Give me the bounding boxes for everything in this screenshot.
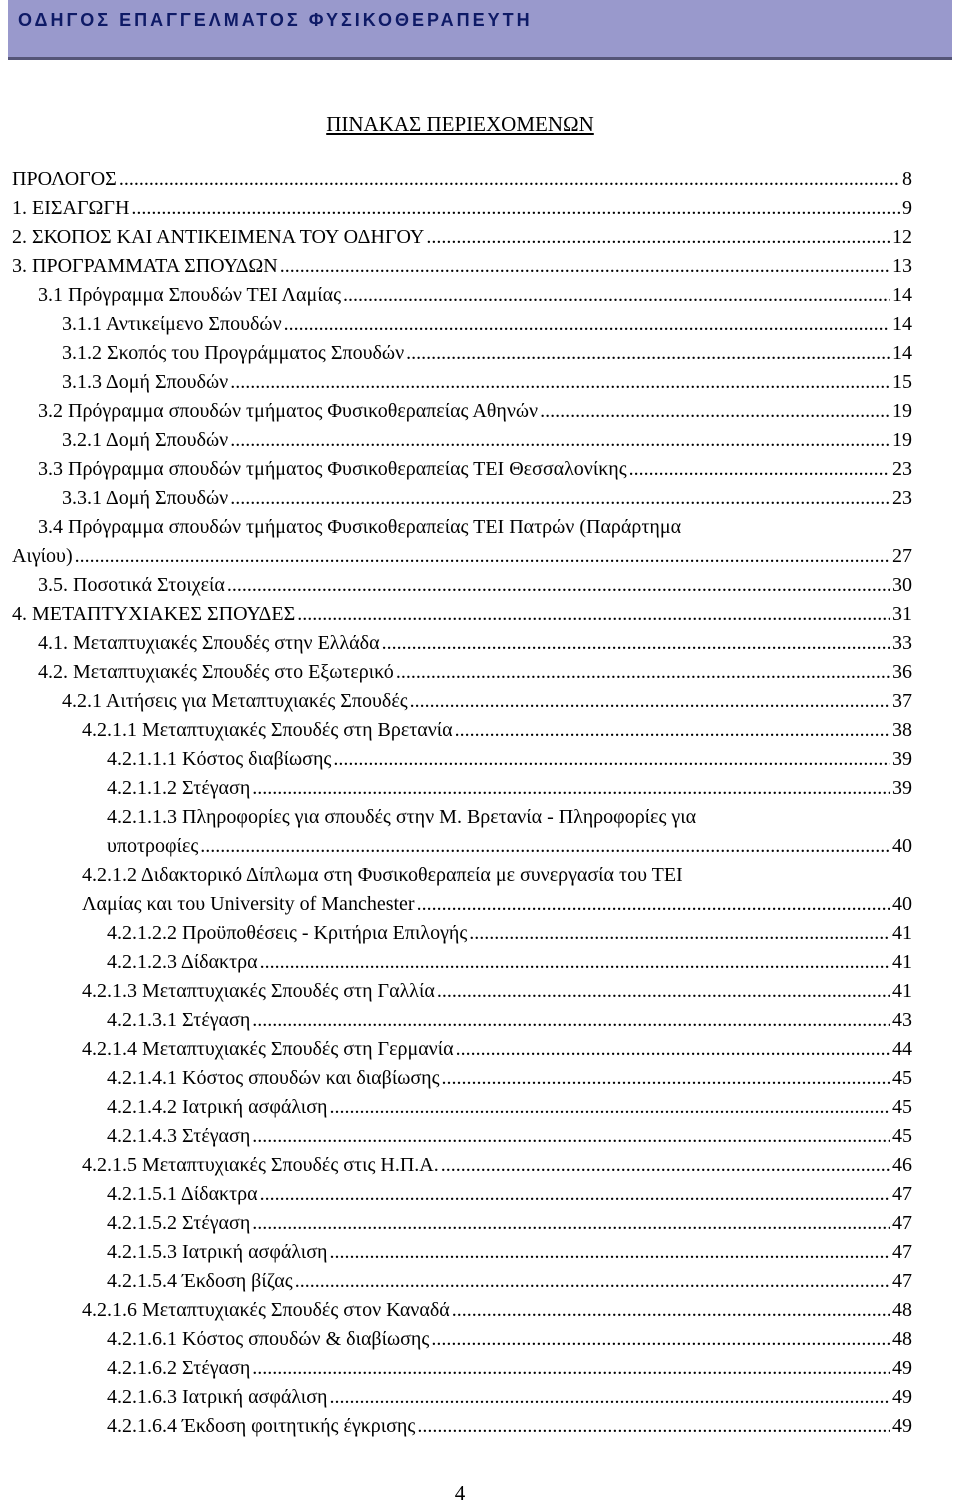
toc-entry-label: 3.3.1 Δομή Σπουδών bbox=[62, 487, 229, 509]
toc-entry-label: ΠΡΟΛΟΓΟΣ bbox=[12, 168, 117, 190]
toc-leader-dots bbox=[230, 426, 890, 455]
toc-entry-label: 4.2.1.5 Μεταπτυχιακές Σπουδές στις Η.Π.Α. bbox=[82, 1154, 439, 1176]
toc-entry-page: 41 bbox=[892, 951, 912, 973]
toc-entry-page: 45 bbox=[892, 1125, 912, 1147]
toc-entry-label: 4.1. Μεταπτυχιακές Σπουδές στην Ελλάδα bbox=[38, 632, 380, 654]
toc-entry-label: 4.2.1.2.3 Δίδακτρα bbox=[107, 951, 258, 973]
toc-entry-page: 36 bbox=[892, 661, 912, 683]
toc-entry[interactable] bbox=[12, 455, 912, 484]
toc-entry[interactable] bbox=[12, 1151, 912, 1180]
toc-entry[interactable] bbox=[12, 1180, 912, 1209]
toc-entry-page: 47 bbox=[892, 1212, 912, 1234]
toc-entry-page: 49 bbox=[892, 1415, 912, 1437]
toc-entry-page: 38 bbox=[892, 719, 912, 741]
toc-entry-label: 4.2.1 Αιτήσεις για Μεταπτυχιακές Σπουδές bbox=[62, 690, 408, 712]
toc-entry-page: 39 bbox=[892, 748, 912, 770]
toc-leader-dots bbox=[230, 484, 890, 513]
toc-entry[interactable] bbox=[12, 252, 912, 281]
toc-entry-page: 44 bbox=[892, 1038, 912, 1060]
toc-entry-page: 14 bbox=[892, 342, 912, 364]
toc-entry[interactable] bbox=[12, 687, 912, 716]
toc-entry-label: 3.4 Πρόγραμμα σπουδών τμήματος Φυσικοθεραπείας ΤΕΙ Πατρών (Παράρτημα bbox=[38, 516, 682, 538]
toc-entry-label: 4.2.1.3 Μεταπτυχιακές Σπουδές στη Γαλλία bbox=[82, 980, 435, 1002]
toc-entry-label: 3.1.2 Σκοπός του Προγράμματος Σπουδών bbox=[62, 342, 405, 364]
toc-leader-dots bbox=[284, 310, 890, 339]
toc-entry-page: 47 bbox=[892, 1183, 912, 1205]
toc-entry[interactable] bbox=[12, 658, 912, 687]
toc-entry[interactable] bbox=[12, 310, 912, 339]
toc-leader-dots bbox=[441, 1151, 890, 1180]
toc-entry[interactable] bbox=[12, 1267, 912, 1296]
toc-leader-dots bbox=[442, 1064, 890, 1093]
toc-entry[interactable] bbox=[12, 948, 912, 977]
toc-entry[interactable] bbox=[12, 919, 912, 948]
toc-entry-label: 2. ΣΚΟΠΟΣ ΚΑΙ ΑΝΤΙΚΕΙΜΕΝΑ ΤΟΥ ΟΔΗΓΟΥ bbox=[12, 226, 425, 248]
header-bar bbox=[8, 0, 952, 60]
toc-entry-label: 3.2 Πρόγραμμα σπουδών τμήματος Φυσικοθεραπείας Αθηνών bbox=[38, 400, 539, 422]
toc-entry-page: 47 bbox=[892, 1241, 912, 1263]
toc-entry[interactable] bbox=[12, 1122, 912, 1151]
toc-entry[interactable] bbox=[12, 629, 912, 658]
toc-entry-page: 19 bbox=[892, 400, 912, 422]
toc-entry[interactable] bbox=[12, 426, 912, 455]
toc-leader-dots bbox=[455, 716, 890, 745]
toc-entry-page: 8 bbox=[902, 168, 912, 190]
toc-entry[interactable] bbox=[12, 716, 912, 745]
toc-entry[interactable] bbox=[12, 397, 912, 426]
toc-entry-label: 4.2.1.4 Μεταπτυχιακές Σπουδές στη Γερμανία bbox=[82, 1038, 454, 1060]
toc-entry-label-continued: Λαμίας και του University of Manchester bbox=[82, 893, 415, 915]
toc-entry-page: 39 bbox=[892, 777, 912, 799]
toc-entry[interactable] bbox=[12, 1325, 912, 1354]
toc-entry-page: 48 bbox=[892, 1299, 912, 1321]
toc-entry-label: 4.2.1.2 Διδακτορικό Δίπλωμα στη Φυσικοθεραπεία με συνεργασία του ΤΕΙ bbox=[82, 864, 683, 886]
toc-entry-label: 4.2.1.1.3 Πληροφορίες για σπουδές στην Μ. Βρετανία - Πληροφορίες για bbox=[107, 806, 697, 828]
toc-entry[interactable] bbox=[12, 484, 912, 513]
toc-entry[interactable] bbox=[12, 165, 912, 194]
toc-leader-dots bbox=[227, 571, 890, 600]
toc-entry-page: 37 bbox=[892, 690, 912, 712]
toc-leader-dots bbox=[410, 687, 890, 716]
toc-leader-dots bbox=[452, 1296, 890, 1325]
toc-leader-dots bbox=[329, 1383, 890, 1412]
toc-entry-page: 33 bbox=[892, 632, 912, 654]
toc-leader-dots bbox=[426, 223, 890, 252]
toc-leader-dots bbox=[297, 600, 890, 629]
toc-entry[interactable] bbox=[12, 1412, 912, 1441]
toc-entry-label: 3.2.1 Δομή Σπουδών bbox=[62, 429, 229, 451]
toc-entry[interactable] bbox=[12, 1383, 912, 1412]
toc-leader-dots bbox=[260, 1180, 890, 1209]
toc-entry-page: 13 bbox=[892, 255, 912, 277]
toc-leader-dots bbox=[295, 1267, 890, 1296]
toc-entry[interactable] bbox=[12, 1354, 912, 1383]
toc-leader-dots bbox=[417, 890, 890, 919]
toc-entry[interactable] bbox=[12, 1238, 912, 1267]
toc-leader-dots bbox=[329, 1238, 890, 1267]
toc-leader-dots bbox=[396, 658, 890, 687]
toc-leader-dots bbox=[280, 252, 890, 281]
toc-entry-label: 3.1 Πρόγραμμα Σπουδών ΤΕΙ Λαμίας bbox=[38, 284, 342, 306]
toc-leader-dots bbox=[343, 281, 890, 310]
toc-entry-label: 4.2.1.6.4 Έκδοση φοιτητικής έγκρισης bbox=[107, 1415, 416, 1437]
toc-entry-page: 23 bbox=[892, 458, 912, 480]
toc-entry-label-continued: Αιγίου) bbox=[12, 545, 73, 567]
toc-leader-dots bbox=[417, 1412, 890, 1441]
toc-entry[interactable] bbox=[12, 1006, 912, 1035]
toc-entry-label: 4.2.1.5.4 Έκδοση βίζας bbox=[107, 1270, 293, 1292]
toc-entry[interactable] bbox=[12, 513, 912, 571]
toc-entry-page: 41 bbox=[892, 980, 912, 1002]
toc-title: ΠΙΝΑΚΑΣ ΠΕΡΙΕΧΟΜΕΝΩΝ bbox=[326, 112, 594, 136]
toc-leader-dots bbox=[431, 1325, 890, 1354]
toc-leader-dots bbox=[437, 977, 890, 1006]
toc-entry[interactable] bbox=[12, 194, 912, 223]
toc-entry-label: 4.2.1.6.3 Ιατρική ασφάλιση bbox=[107, 1386, 328, 1408]
toc-entry-label: 4.2.1.1.2 Στέγαση bbox=[107, 777, 251, 799]
toc-entry-label: 4.2.1.6 Μεταπτυχιακές Σπουδές στον Καναδά bbox=[82, 1299, 450, 1321]
toc-entry-label: 4.2.1.1.1 Κόστος διαβίωσης bbox=[107, 748, 332, 770]
toc-entry-page: 31 bbox=[892, 603, 912, 625]
toc-entry[interactable] bbox=[12, 861, 912, 919]
toc-leader-dots bbox=[75, 542, 890, 571]
toc-entry-label: 4. ΜΕΤΑΠΤΥΧΙΑΚΕΣ ΣΠΟΥΔΕΣ bbox=[12, 603, 296, 625]
toc-entry-label: 4.2.1.6.2 Στέγαση bbox=[107, 1357, 251, 1379]
toc-leader-dots bbox=[629, 455, 890, 484]
toc-entry-label: 1. ΕΙΣΑΓΩΓΗ bbox=[12, 197, 130, 219]
toc-leader-dots bbox=[200, 832, 890, 861]
toc-entry-label: 4.2.1.1 Μεταπτυχιακές Σπουδές στη Βρετανία bbox=[82, 719, 453, 741]
toc-entry-page: 45 bbox=[892, 1096, 912, 1118]
toc-entry-page: 19 bbox=[892, 429, 912, 451]
toc-entry-page: 49 bbox=[892, 1357, 912, 1379]
toc-entry-label: 3.5. Ποσοτικά Στοιχεία bbox=[38, 574, 225, 596]
toc-leader-dots bbox=[119, 165, 900, 194]
toc-entry[interactable] bbox=[12, 1093, 912, 1122]
toc-leader-dots bbox=[252, 1354, 890, 1383]
toc-leader-dots bbox=[333, 745, 890, 774]
toc-entry-label: 4.2.1.5.3 Ιατρική ασφάλιση bbox=[107, 1241, 328, 1263]
toc-entry[interactable] bbox=[12, 339, 912, 368]
toc-leader-dots bbox=[252, 1209, 890, 1238]
toc-leader-dots bbox=[329, 1093, 890, 1122]
toc-entry[interactable] bbox=[12, 1296, 912, 1325]
toc-entry-page: 12 bbox=[892, 226, 912, 248]
toc-entry-page: 41 bbox=[892, 922, 912, 944]
toc-entry-page: 40 bbox=[892, 835, 912, 857]
toc-leader-dots bbox=[456, 1035, 890, 1064]
toc-entry[interactable] bbox=[12, 803, 912, 861]
toc-leader-dots bbox=[406, 339, 890, 368]
toc-entry-label: 4.2.1.3.1 Στέγαση bbox=[107, 1009, 251, 1031]
toc-entry[interactable] bbox=[12, 600, 912, 629]
toc-entry-page: 9 bbox=[902, 197, 912, 219]
toc-entry[interactable] bbox=[12, 368, 912, 397]
toc-leader-dots bbox=[230, 368, 890, 397]
toc-entry-page: 40 bbox=[892, 893, 912, 915]
toc-leader-dots bbox=[252, 1006, 890, 1035]
toc-entry[interactable] bbox=[12, 281, 912, 310]
toc-entry[interactable] bbox=[12, 1064, 912, 1093]
toc-entry-page: 43 bbox=[892, 1009, 912, 1031]
toc-entry-label: 4.2.1.5.1 Δίδακτρα bbox=[107, 1183, 258, 1205]
toc-leader-dots bbox=[252, 1122, 890, 1151]
toc-entry-label: 4.2. Μεταπτυχιακές Σπουδές στο Εξωτερικό bbox=[38, 661, 394, 683]
toc-entry-page: 14 bbox=[892, 313, 912, 335]
toc-leader-dots bbox=[469, 919, 890, 948]
toc-entry-label: 3.3 Πρόγραμμα σπουδών τμήματος Φυσικοθεραπείας ΤΕΙ Θεσσαλονίκης bbox=[38, 458, 627, 480]
toc-entry-label: 4.2.1.5.2 Στέγαση bbox=[107, 1212, 251, 1234]
toc-entry-label: 3.1.3 Δομή Σπουδών bbox=[62, 371, 229, 393]
header-title: ΟΔΗΓΟΣ ΕΠΑΓΓΕΛΜΑΤΟΣ ΦΥΣΙΚΟΘΕΡΑΠΕΥΤΗ bbox=[18, 10, 533, 30]
toc-entry-page: 45 bbox=[892, 1067, 912, 1089]
toc-leader-dots bbox=[252, 774, 890, 803]
toc-entry-page: 14 bbox=[892, 284, 912, 306]
toc-entry[interactable] bbox=[12, 977, 912, 1006]
toc-entry-page: 27 bbox=[892, 545, 912, 567]
toc-entry-label-continued: υποτροφίες bbox=[107, 835, 199, 857]
toc-entry[interactable] bbox=[12, 1209, 912, 1238]
table-of-contents bbox=[12, 165, 912, 1441]
toc-entry-label: 4.2.1.4.2 Ιατρική ασφάλιση bbox=[107, 1096, 328, 1118]
toc-entry-label: 4.2.1.2.2 Προϋποθέσεις - Κριτήρια Επιλογής bbox=[107, 922, 468, 944]
toc-leader-dots bbox=[382, 629, 890, 658]
toc-entry-page: 49 bbox=[892, 1386, 912, 1408]
toc-leader-dots bbox=[131, 194, 900, 223]
toc-entry-page: 23 bbox=[892, 487, 912, 509]
toc-leader-dots bbox=[540, 397, 890, 426]
toc-entry-label: 4.2.1.6.1 Κόστος σπουδών & διαβίωσης bbox=[107, 1328, 430, 1350]
toc-entry-page: 47 bbox=[892, 1270, 912, 1292]
toc-entry-page: 46 bbox=[892, 1154, 912, 1176]
toc-entry-page: 30 bbox=[892, 574, 912, 596]
toc-entry-label: 4.2.1.4.1 Κόστος σπουδών και διαβίωσης bbox=[107, 1067, 440, 1089]
toc-entry-label: 4.2.1.4.3 Στέγαση bbox=[107, 1125, 251, 1147]
toc-entry[interactable] bbox=[12, 774, 912, 803]
toc-entry-page: 48 bbox=[892, 1328, 912, 1350]
toc-entry-label: 3. ΠΡΟΓΡΑΜΜΑΤΑ ΣΠΟΥΔΩΝ bbox=[12, 255, 278, 277]
toc-entry-label: 3.1.1 Αντικείμενο Σπουδών bbox=[62, 313, 282, 335]
toc-entry[interactable] bbox=[12, 223, 912, 252]
toc-entry[interactable] bbox=[12, 745, 912, 774]
toc-entry[interactable] bbox=[12, 571, 912, 600]
page-number: 4 bbox=[454, 1481, 466, 1505]
toc-entry[interactable] bbox=[12, 1035, 912, 1064]
toc-entry-page: 15 bbox=[892, 371, 912, 393]
toc-leader-dots bbox=[260, 948, 890, 977]
